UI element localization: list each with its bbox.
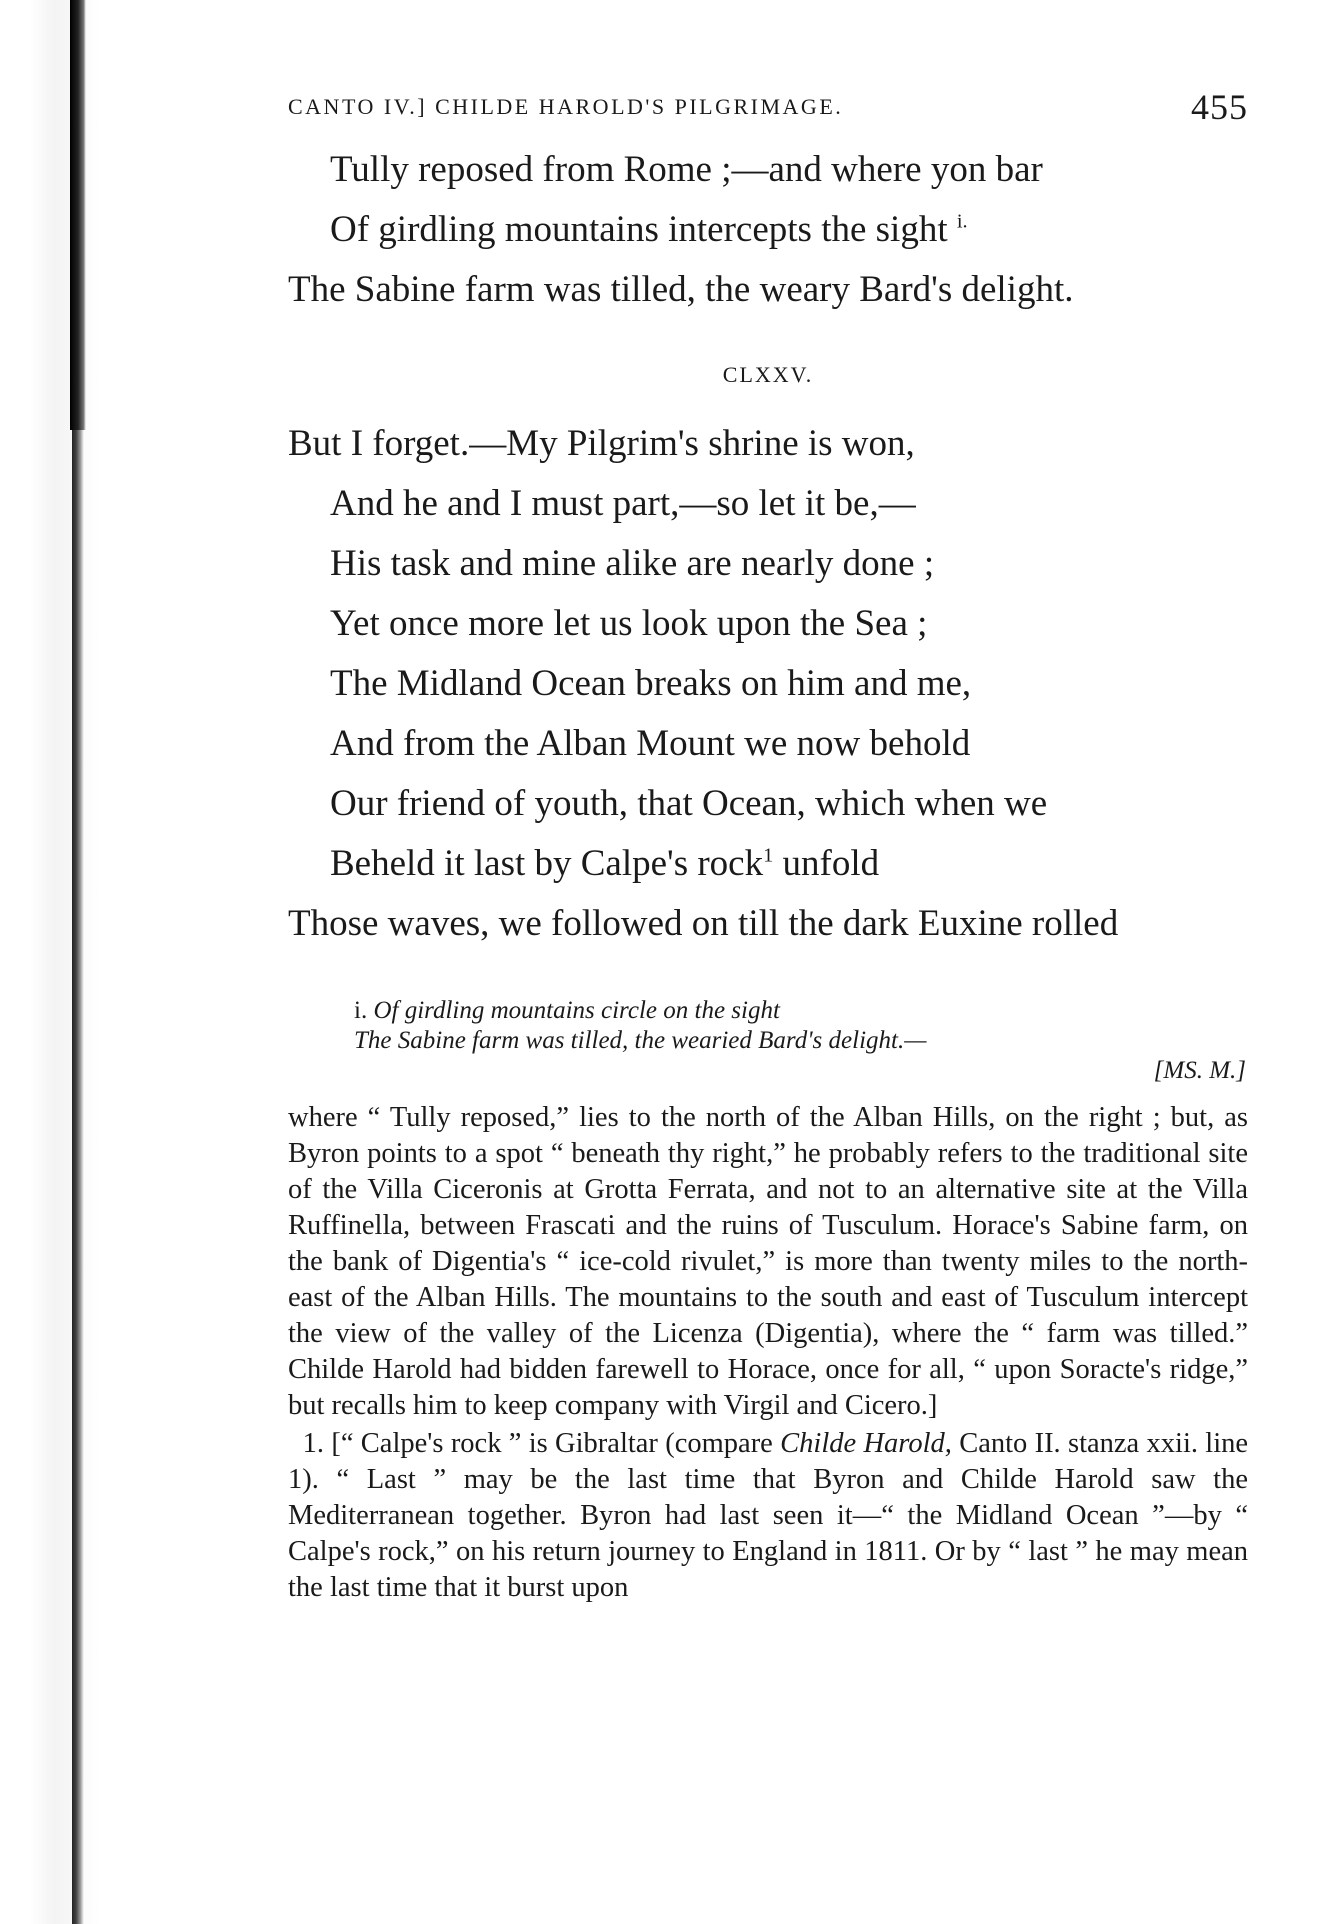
running-head: CANTO IV.] CHILDE HAROLD'S PILGRIMAGE.: [288, 94, 844, 119]
verse-line: Tully reposed from Rome ;—and where yon bar: [330, 149, 1043, 190]
variant-source: [MS. M.]: [1153, 1057, 1246, 1084]
page: [288, 80, 1248, 1606]
note-continuation: where “ Tully reposed,” lies to the north of the Alban Hills, on the right ; but, as Byron points to a spot “ beneath thy right,” he probably refers to the traditional site of the Villa Ciceronis at Grotta Ferrata, and not to an alternative site at the Villa Ruffinella, between Frascati and the ruins of Tusculum. Horace's Sabine farm, on the bank of Digentia's “ ice-cold rivulet,” is more than twenty miles to the north-east of the Alban Hills. The mountains to the south and east of Tusculum intercept the view of the valley of the Licenza (Digentia), where the “ farm was tilled.” Childe Harold had bidden farewell to Horace, once for all, “ upon Soracte's ridge,” but recalls him to keep company with Virgil and Cicero.]: [288, 1102, 1248, 1421]
stanza-number: CLXXV.: [722, 362, 814, 387]
variant-marker: i.: [956, 210, 968, 233]
verse-line: His task and mine alike are nearly done ;: [330, 543, 935, 584]
footnote-number: 1.: [302, 1428, 325, 1459]
footnotes: [288, 1100, 1248, 1606]
verse-line: The Midland Ocean breaks on him and me,: [330, 663, 972, 704]
variant-line: i. Of girdling mountains circle on the sight: [354, 997, 780, 1024]
verse-line: Yet once more let us look upon the Sea ;: [330, 603, 928, 644]
page-number: 455: [1191, 87, 1248, 127]
title-italic: Childe Harold,: [780, 1428, 952, 1459]
variant-number: i.: [354, 997, 368, 1024]
verse-line: Our friend of youth, that Ocean, which when we: [330, 783, 1048, 824]
verse-line: And he and I must part,—so let it be,—: [330, 483, 916, 524]
verse-line: The Sabine farm was tilled, the weary Bard's delight.: [288, 269, 1074, 310]
verse-line: Of girdling mountains intercepts the sight $^{i.}$: [330, 209, 968, 250]
binding-edge-dark: [70, 0, 86, 430]
footnote-1: 1. [“ Calpe's rock ” is Gibraltar (compare Childe Harold, Canto II. stanza xxii. line 1). “ Last ” may be the last time that Byron and Childe Harold saw the Mediterranean together. Byron had last seen it—“ the Midland Ocean ”—by “ Calpe's rock,” on his return journey to England in 1811. Or by “ last ” he may mean the last time that it burst upon: [288, 1428, 1249, 1603]
variant-reading: [288, 996, 1248, 1086]
verse-line: Beheld it last by Calpe's rock$^1$ unfold: [330, 843, 880, 884]
stanza: [288, 414, 1248, 954]
page-header: [288, 80, 1248, 140]
verse-line: And from the Alban Mount we now behold: [330, 723, 971, 764]
verse-continuation: [288, 140, 1248, 320]
verse-line: But I forget.—My Pilgrim's shrine is won,: [288, 423, 915, 464]
verse-line: Those waves, we followed on till the dark Euxine rolled: [288, 903, 1119, 944]
variant-line: The Sabine farm was tilled, the wearied Bard's delight.—: [354, 1027, 927, 1054]
footnote-marker: 1: [763, 844, 774, 867]
